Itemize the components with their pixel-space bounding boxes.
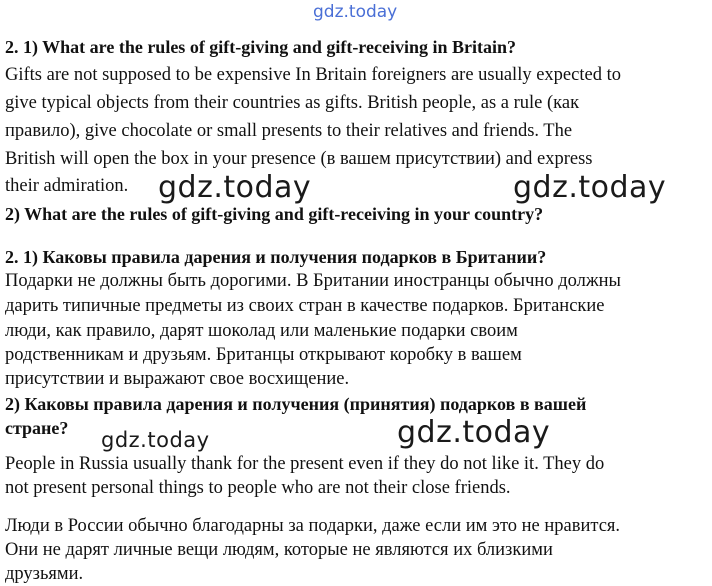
answer-2-english-line: People in Russia usually thank for the present even if they do not like it. They do <box>5 454 605 474</box>
answer-2-russian-line: друзьями. <box>5 564 84 584</box>
russian-question-1: 2. 1) Каковы правила дарения и получения подарков в Британии? <box>5 247 547 267</box>
russian-answer-1-line: дарить типичные предметы из своих стран в качестве подарков. Британские <box>5 296 605 316</box>
watermark: gdz.today <box>513 170 667 205</box>
russian-question-2-line: стране? <box>5 418 69 438</box>
answer-2-english-line: not present personal things to people who are not their close friends. <box>5 478 511 498</box>
english-question-1: 2. 1) What are the rules of gift-giving and gift-receiving in Britain? <box>5 37 516 57</box>
english-question-2: 2) What are the rules of gift-giving and gift-receiving in your country? <box>5 204 544 224</box>
english-answer-1-line: their admiration. <box>5 176 129 196</box>
watermark: gdz.today <box>397 415 551 450</box>
answer-2-russian-line: Люди в России обычно благодарны за подарки, даже если им это не нравится. <box>5 516 621 536</box>
watermark: gdz.today <box>101 428 210 452</box>
russian-answer-1-line: родственникам и друзьям. Британцы открывают коробку в вашем <box>5 345 522 365</box>
answer-2-russian-line: Они не дарят личные вещи людям, которые не являются их близкими <box>5 540 553 560</box>
english-answer-1-line: give typical objects from their countries as gifts. British people, as a rule (как <box>5 93 580 113</box>
russian-question-2-line: 2) Каковы правила дарения и получения (принятия) подарков в вашей <box>5 394 587 414</box>
watermark: gdz.today <box>158 170 312 205</box>
english-answer-1-line: British will open the box in your presence (в вашем присутствии) and express <box>5 149 593 169</box>
russian-answer-1-line: присутствии и выражают свое восхищение. <box>5 369 350 389</box>
english-answer-1-line: правило), give chocolate or small presents to their relatives and friends. The <box>5 121 573 141</box>
watermark-top: gdz.today <box>313 2 398 22</box>
english-answer-1-line: Gifts are not supposed to be expensive In Britain foreigners are usually expected to <box>5 65 621 85</box>
russian-answer-1-line: Подарки не должны быть дорогими. В Британии иностранцы обычно должны <box>5 271 621 291</box>
russian-answer-1-line: люди, как правило, дарят шоколад или маленькие подарки своим <box>5 321 518 341</box>
